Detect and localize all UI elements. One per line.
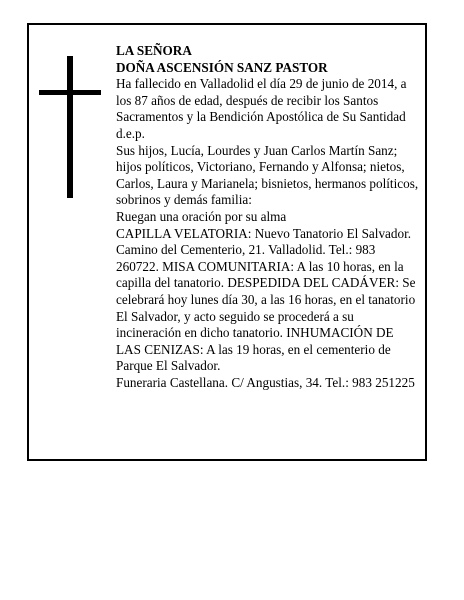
- funeral-details: CAPILLA VELATORIA: Nuevo Tanatorio El Salvador. Camino del Cementerio, 21. Valladolid. Tel.: 983 260722. MISA COMUNITARIA: A las 10 horas, en la capilla del tanatorio. DESPEDIDA DEL CADÁVER: Se celebrará hoy lunes día 30, a las 16 horas, en el tanatorio El Salvador, y acto seguido se procederá a su incineración en dicho tanatorio. INHUMACIÓN DE LAS CENIZAS: A las 19 horas, en el cementerio de Parque El Salvador.: [116, 225, 416, 374]
- deceased-name: DOÑA ASCENSIÓN SANZ PASTOR: [116, 59, 328, 75]
- cross-icon: [39, 56, 101, 198]
- cross-horizontal-bar: [39, 90, 101, 95]
- death-announcement: Ha fallecido en Valladolid el día 29 de junio de 2014, a los 87 años de edad, después de recibir los Santos Sacramentos y la Bendición Apostólica de Su Santidad d.e.p.: [116, 76, 407, 141]
- obituary-box: [27, 23, 427, 461]
- cross-vertical-bar: [67, 56, 73, 198]
- family-list: Sus hijos, Lucía, Lourdes y Juan Carlos Martín Sanz; hijos políticos, Victoriano, Fernando y Alfonsa; nietos, Carlos, Laura y Marianela; bisnietos, hermanos políticos, sobrinos y demás familia:: [116, 142, 419, 208]
- prayer-request: Ruegan una oración por su alma: [116, 208, 287, 224]
- funeral-home-contact: Funeraria Castellana. C/ Angustias, 34. Tel.: 983 251225: [116, 374, 415, 390]
- obituary-title: LA SEÑORA: [116, 43, 192, 58]
- obituary-text: [116, 43, 421, 391]
